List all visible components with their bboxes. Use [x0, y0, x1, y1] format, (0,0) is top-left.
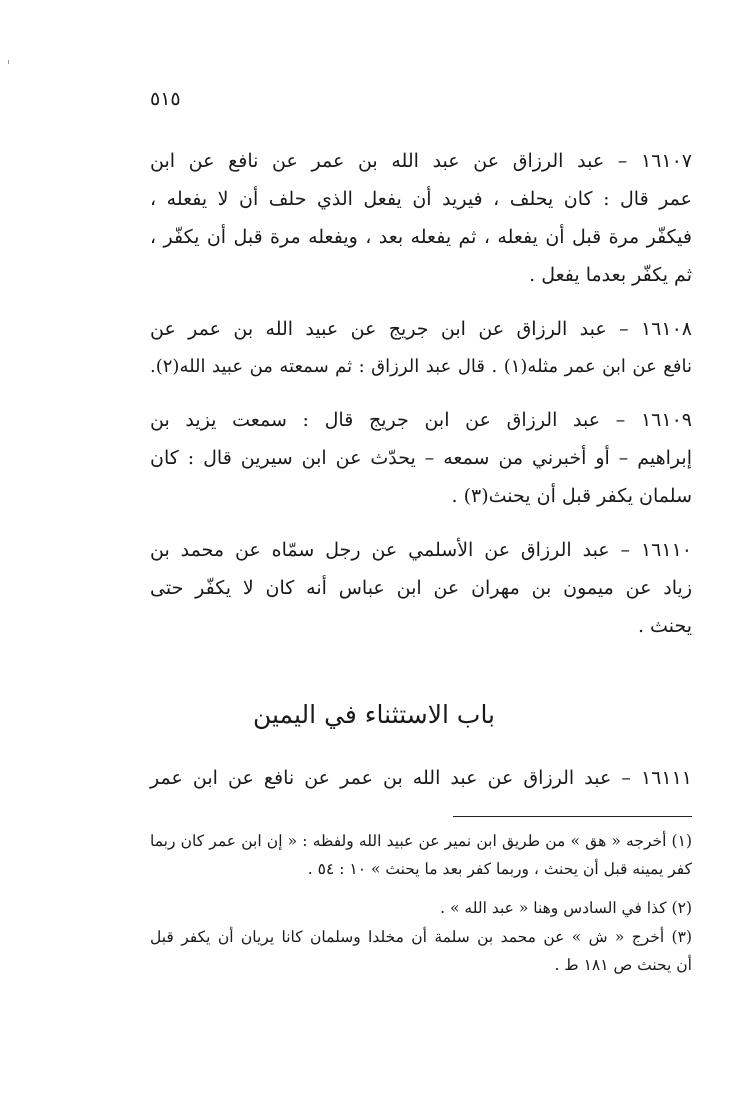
text-line: ١٦١١١ – عبد الرزاق عن عبد الله بن عمر عن نافع عن ابن عمر [150, 767, 692, 789]
footnote-separator [453, 816, 692, 817]
text-line: ١٦١٠٩ – عبد الرزاق عن ابن جريج قال : سمعت يزيد بن [150, 409, 692, 431]
chapter-heading: باب الاستثناء في اليمين [252, 700, 496, 729]
text-line: ١٦١٠٧ – عبد الرزاق عن عبد الله بن عمر عن نافع عن ابن [150, 150, 692, 172]
page-number: ٥١٥ [150, 88, 181, 110]
text-line: سلمان يكفر قبل أن يحنث(٣) . [451, 485, 692, 507]
text-line: زياد عن ميمون بن مهران عن ابن عباس أنه كان لا يكفّر حتى [150, 577, 692, 599]
text-line: فيكفّر مرة قبل أن يفعله ، ثم يفعله بعد ، ويفعله مرة قبل أن يكفّر ، [150, 226, 692, 248]
text-line: ١٦١٠٨ – عبد الرزاق عن ابن جريج عن عبيد الله بن عمر عن [150, 318, 692, 340]
text-line: ١٦١١٠ – عبد الرزاق عن الأسلمي عن رجل سمّاه عن محمد بن [150, 539, 692, 561]
scan-mark [8, 60, 9, 64]
text-line: نافع عن ابن عمر مثله(١) . قال عبد الرزاق : ثم سمعته من عبيد الله(٢). [150, 356, 692, 377]
footnote-line: (٢) كذا في السادس وهنا « عبد الله » . [440, 899, 692, 917]
footnote-line: كفر يمينه قبل أن يحنث ، وربما كفر بعد ما يحنث » ١٠ : ٥٤ . [307, 860, 692, 878]
footnote-line: (٣) أخرج « ش » عن محمد بن سلمة أن مخلدا وسلمان كانا يريان أن يكفر قبل [150, 928, 692, 946]
footnote-line: (١) أخرجه « هق » من طريق ابن نمير عن عبيد الله ولفظه : « إن ابن عمر كان ربما [150, 832, 692, 850]
text-line: ثم يكفّر بعدما يفعل . [529, 264, 692, 286]
text-line: يحنث . [637, 615, 692, 637]
text-line: إبراهيم – أو أخبرني من سمعه – يحدّث عن ابن سيرين قال : كان [150, 447, 692, 469]
footnote-line: أن يحنث ص ١٨١ ط . [554, 956, 692, 974]
text-line: عمر قال : كان يحلف ، فيريد أن يفعل الذي حلف أن لا يفعله ، [150, 188, 692, 210]
